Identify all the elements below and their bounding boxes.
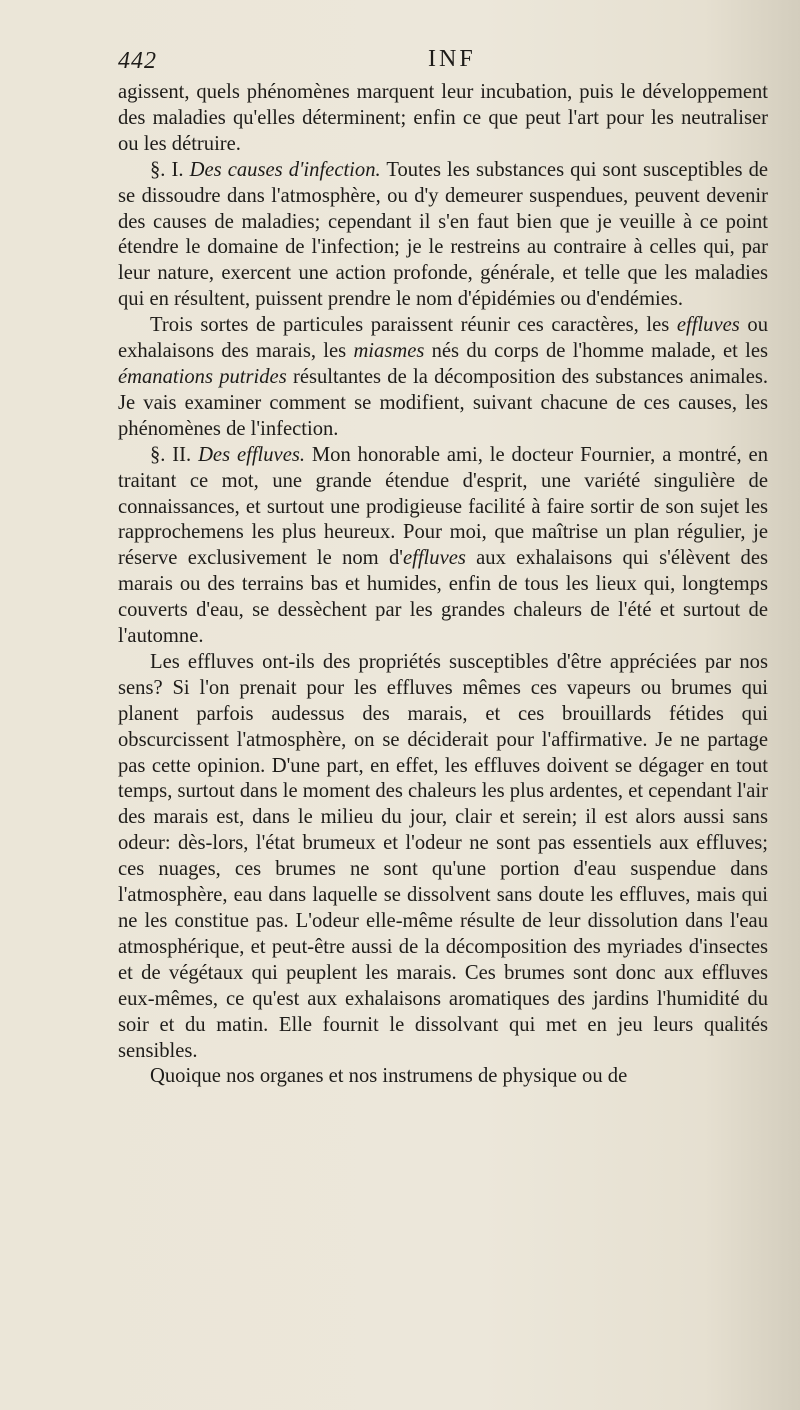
paragraph-section-1 — [118, 158, 768, 313]
paragraph-text: Les effluves ont-ils des propriétés susceptibles d'être appréciées par nos sens? Si l'on prenait pour les effluves mêmes ces vapeurs ou brumes qui planent parfois audessus des marais, et ces brouillards fétides qui obscurcissent l'atmosphère, on se déciderait pour l'affirmative. Je ne partage pas cette opinion. D'une part, en effet, les effluves doivent se dégager en tout temps, surtout dans le moment des chaleurs les plus ardentes, et cependant l'air des marais est, dans le milieu du jour, clair et serein; il est alors aussi sans odeur: dès-lors, l'état brumeux et l'odeur ne sont pas essentiels aux effluves; ces nuages, ces brumes ne sont qu'une portion d'eau suspendue dans l'atmosphère, eau dans laquelle se dissolvent sans doute les effluves, mais qui ne les constitue pas. L'odeur elle-même résulte de leur dissolution dans l'eau atmosphérique, et peut-être aussi de la décomposition des myriades d'insectes et de végétaux qui peuplent les marais. Ces brumes sont donc aux effluves eux-mêmes, ce qu'est aux exhalaisons aromatiques des jardins l'humidité du soir et du matin. Elle fournit le dissolvant qui met en jeu leurs qualités sensibles. — [118, 650, 768, 1062]
emphasis-miasmes: miasmes — [353, 340, 425, 363]
running-head: INF — [428, 46, 476, 72]
section-number: §. I. — [150, 158, 184, 181]
section-heading: Des causes d'infection. — [189, 158, 381, 181]
paragraph-text: résultantes de la décomposition des substances animales. Je vais examiner comment se modifient, suivant chacune de ces causes, les phénomènes de l'infection. — [118, 365, 769, 440]
paragraph-final-line — [118, 1064, 768, 1090]
paragraph-continuation — [118, 80, 768, 158]
paragraph-text: Trois sortes de particules paraissent réunir ces caractères, les — [150, 314, 670, 337]
paragraph-text: nés du corps de l'homme malade, et les — [431, 340, 768, 363]
body-text — [118, 80, 768, 1090]
paragraph-section-2 — [118, 443, 768, 650]
paragraph-effluves-properties — [118, 650, 768, 1065]
page-number: 442 — [118, 48, 157, 74]
paragraph-text: agissent, quels phénomènes marquent leur incubation, puis le développement des maladies qu'elles déterminent; enfin ce que peut l'art pour les neutraliser ou les détruire. — [118, 81, 768, 155]
paragraph-text: Toutes les substances qui sont susceptibles de se dissoudre dans l'atmosphère, ou d'y demeurer suspendues, peuvent devenir des causes de maladies; cependant il s'en faut bien que je veuille à ce point étendre le domaine de l'infection; je le restreins au contraire à celles qui, par leur nature, exercent une action profonde, générale, et telle que les maladies qui en résultent, puissent prendre le nom d'épidémies ou d'endémies. — [118, 158, 769, 311]
emphasis-effluves: effluves — [402, 547, 466, 570]
page-header — [118, 44, 768, 78]
paragraph-text: Mon honorable ami, le docteur Fournier, a montré, en traitant ce mot, une grande étendue d'esprit, une variété singulière de connaissances, et surtout une prodigieuse facilité à faire sortir de son sujet les rapprochemens les plus heureux. Pour moi, que maîtrise un plan régulier, je réserve exclusivement le nom d' — [118, 443, 768, 570]
section-heading: Des effluves. — [198, 443, 305, 466]
paragraph-three-causes — [118, 313, 768, 443]
emphasis-emanations: émanations putrides — [118, 365, 287, 388]
section-number: §. II. — [150, 443, 192, 466]
paragraph-text: ou exhalaisons des marais, les — [118, 314, 768, 363]
paragraph-text: aux exhalaisons qui s'élèvent des marais ou des terrains bas et humides, enfin de tous les lieux qui, longtemps couverts d'eau, se dessèchent par les grandes chaleurs de l'été et surtout de l'automne. — [118, 547, 769, 648]
paragraph-text: Quoique nos organes et nos instrumens de physique ou de — [150, 1065, 628, 1088]
emphasis-effluves: effluves — [676, 314, 740, 337]
